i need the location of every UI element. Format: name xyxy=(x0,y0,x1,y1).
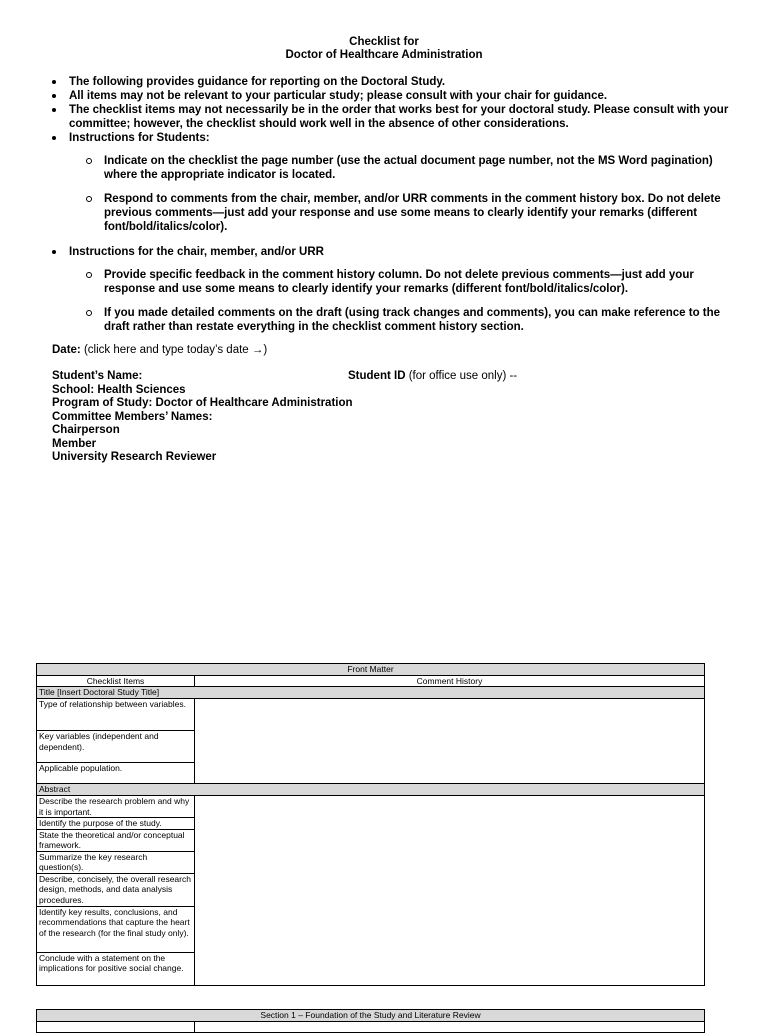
committee-label: Committee Members’ Names: xyxy=(52,411,213,423)
student-name-label: Student’s Name: xyxy=(52,370,143,382)
comment-history-cell[interactable] xyxy=(195,699,705,784)
student-id-field[interactable] xyxy=(348,370,517,384)
checklist-item: Conclude with a statement on the implications for positive social change. xyxy=(37,952,195,985)
section1-checklist-table xyxy=(36,1009,705,1033)
member-label: Member xyxy=(52,438,97,450)
bullet-icon xyxy=(52,94,56,98)
checklist-item: Summarize the key research question(s). xyxy=(37,851,195,873)
front-matter-checklist-table xyxy=(36,663,705,986)
column-header-comment-history: Comment History xyxy=(195,675,705,687)
checklist-item: Type of relationship between variables. xyxy=(37,699,195,731)
date-label: Date: xyxy=(52,344,81,356)
checklist-item: Key variables (independent and dependent). xyxy=(37,731,195,763)
circle-bullet-icon xyxy=(86,310,92,316)
table-cell xyxy=(195,1021,705,1032)
circle-bullet-icon xyxy=(86,272,92,278)
bullet-icon xyxy=(52,250,56,254)
urr-label: University Research Reviewer xyxy=(52,451,217,463)
column-header-checklist-items: Checklist Items xyxy=(37,675,195,687)
chairperson-label: Chairperson xyxy=(52,424,120,436)
section-row-title: Title [Insert Doctoral Study Title] xyxy=(37,687,705,699)
section-row-abstract: Abstract xyxy=(37,784,705,796)
circle-bullet-icon xyxy=(86,196,92,202)
circle-bullet-icon xyxy=(86,158,92,164)
bullet-icon xyxy=(52,108,56,112)
document-title-line2: Doctor of Healthcare Administration xyxy=(285,49,483,61)
checklist-item: Describe, concisely, the overall research design, methods, and data analysis procedures. xyxy=(37,873,195,906)
checklist-item: Describe the research problem and why it is important. xyxy=(37,796,195,818)
checklist-item: State the theoretical and/or conceptual framework. xyxy=(37,829,195,851)
table-title: Front Matter xyxy=(37,664,705,676)
school-field: School: Health Sciences xyxy=(52,384,186,396)
student-id-label: Student ID xyxy=(348,370,406,382)
student-id-hint: (for office use only) -- xyxy=(408,370,518,382)
table-cell xyxy=(37,1021,195,1032)
comment-history-cell[interactable] xyxy=(195,796,705,986)
document-title-line1: Checklist for xyxy=(349,36,419,48)
checklist-item: Applicable population. xyxy=(37,763,195,784)
checklist-item: Identify the purpose of the study. xyxy=(37,818,195,830)
date-hint: (click here and type today’s date →) xyxy=(83,344,268,356)
checklist-item: Identify key results, conclusions, and recommendations that capture the heart of the research (for the final study only). xyxy=(37,906,195,952)
program-field: Program of Study: Doctor of Healthcare Administration xyxy=(52,397,353,409)
date-field[interactable] xyxy=(52,344,267,358)
bullet-icon xyxy=(52,80,56,84)
bullet-icon xyxy=(52,136,56,140)
table-title: Section 1 – Foundation of the Study and Literature Review xyxy=(37,1010,705,1022)
document-page: Checklist for Doctor of Healthcare Administration The following provides guidance for reporting on the Doctoral Study. All items may not be relevant to your particular study; please consult with your chair for guidance. The checklist items may not necessarily be in the order that works best for your doctoral study. Please consult with your committee; however, the checklist should work well in the absence of other considerations. Instructions for Students: Indicate on the checklist the page number (use the actual document page number, not the MS Word pagination) where the appropriate indicator is located. Respond to comments from the chair, member, and/or URR comments in the comment history box. Do not delete previous comments—just add your response and use some means to clearly identify your remarks (different font/bold/italics/color). Instructions for the chair, member, and/or URR Provide specific feedback in the comment history column. Do not delete previous comments—just add your response and use some means to clearly identify your remarks (different font/bold/italics/color). If you made detailed comments on the draft (using track changes and comments), you can make reference to the draft rather than restate everything in the checklist comment history section. Date: (click here and type today’s date →) Student’s Name: Student ID (for office use only) -- School: Health Sciences Program of Study: Doctor of Healthcare Administration Committee Members’ Names: Chairperson Member University Research Reviewer Front Matter Checklist Items Comment History Title [Insert Doctoral Study Title] Type of relationship between variables. Key variables (independent and dependent). Applicable population. Abstract Describe the research problem and why it is important. Identify the purpose of the study. State the theoretical and/or conceptual framework. Summarize the key research question(s). Describe, concisely, the overall research design, methods, and data analysis procedures. Identify key results, conclusions, and recommendations that capture the heart of the research (for the final study only). Conclude with a statement on the implications for positive social change. Section 1 – Foundation of the Study and Literature Review xyxy=(0,0,768,1024)
